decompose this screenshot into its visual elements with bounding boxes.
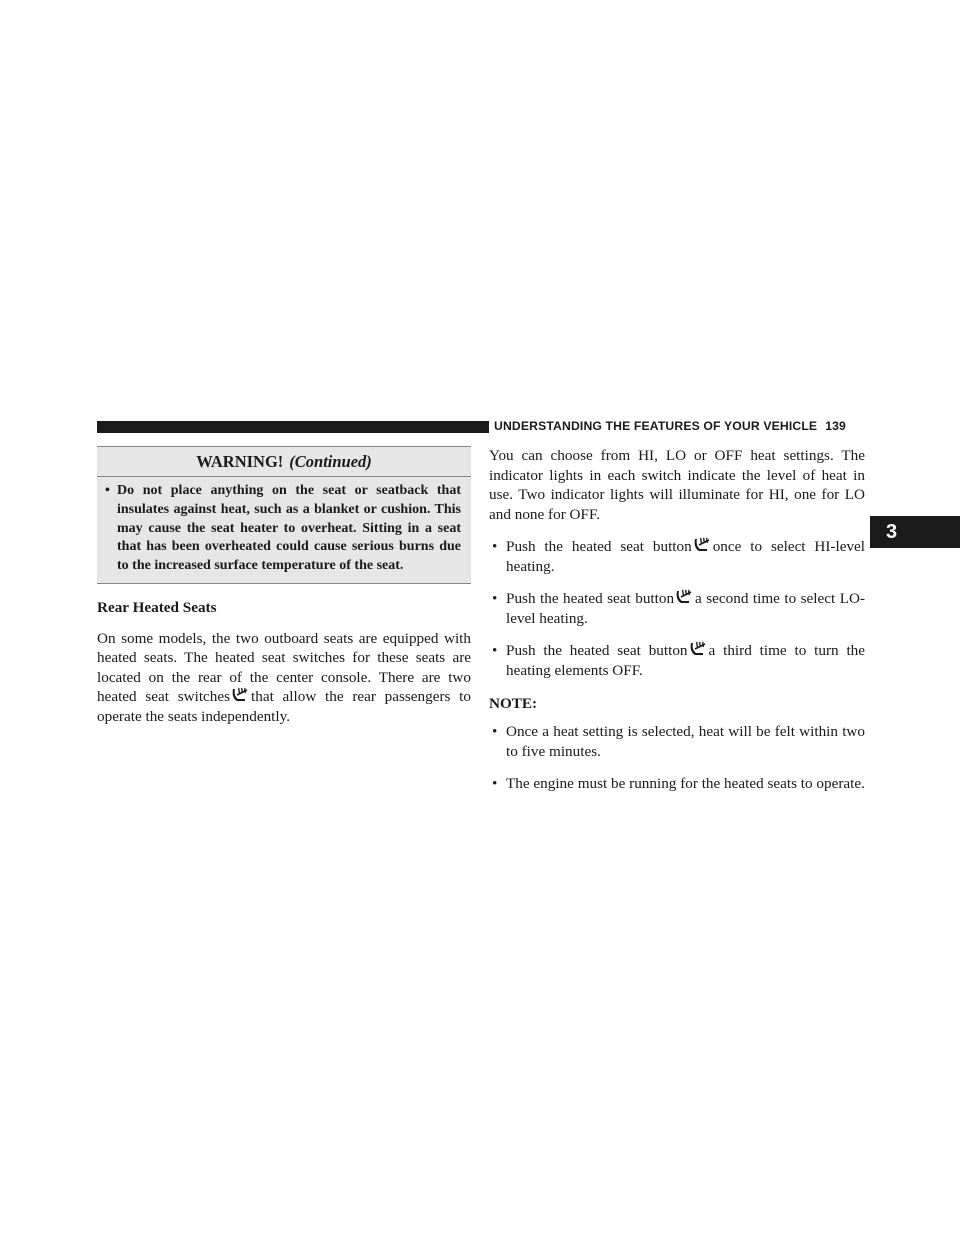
warning-bullet-item — [107, 482, 461, 576]
note-heading: NOTE: — [489, 695, 538, 712]
bullet-glyph: • — [492, 538, 498, 555]
bullet-glyph: • — [492, 723, 498, 740]
rear-heated-seats-heading: Rear Heated Seats — [97, 598, 217, 616]
warning-label: WARNING! — [196, 452, 284, 471]
warning-box — [97, 446, 471, 584]
heated-seat-icon — [690, 641, 707, 657]
list-item-text-start: Push the heated seat button — [506, 642, 688, 659]
rear-heated-seats-paragraph — [97, 629, 471, 727]
right-column — [489, 446, 865, 794]
note-text: Once a heat setting is selected, heat will be felt within two to five minutes. — [506, 723, 865, 760]
running-header — [494, 418, 865, 434]
section-title: UNDERSTANDING THE FEATURES OF YOUR VEHICLE — [494, 419, 818, 433]
list-item-text-end: once to select HI-level heating. — [506, 538, 866, 575]
warning-heading — [97, 447, 471, 477]
list-item-text-start: Push the heated seat button — [506, 590, 675, 607]
header-rule-bar — [97, 421, 489, 433]
list-item-text-end: a second time to select LO-level heating. — [506, 590, 865, 627]
list-item-text-end: a third time to turn the heating elements OFF. — [506, 642, 865, 679]
settings-intro-paragraph: You can choose from HI, LO or OFF heat settings. The indicator lights in each switch indicate the level of heat in use. Two indicator lights will illuminate for HI, one for LO and none for OFF. — [489, 447, 865, 523]
note-text: The engine must be running for the heated seats to operate. — [506, 775, 865, 792]
chapter-tab: 3 — [870, 516, 960, 548]
paragraph-text-start: On some models, the two outboard seats are equipped with heated seats. The heated seat switches for these seats are located on the rear of the center console. There are two heated seat switches — [97, 629, 471, 706]
left-column — [97, 446, 471, 726]
bullet-glyph: • — [492, 642, 498, 659]
heated-seat-icon — [694, 537, 711, 553]
list-item — [489, 589, 865, 628]
warning-continued: (Continued) — [289, 452, 372, 471]
list-item — [489, 641, 865, 680]
bullet-glyph: • — [105, 483, 110, 498]
list-item-text-start: Push the heated seat button — [506, 538, 692, 555]
list-item — [489, 537, 865, 576]
heated-seat-icon — [232, 687, 249, 703]
page-number: 139 — [825, 419, 846, 433]
paragraph-text-end: that allow the rear passengers to operate the seats independently. — [97, 688, 471, 725]
list-item — [489, 722, 865, 761]
heated-seat-icon — [676, 589, 693, 605]
bullet-glyph: • — [492, 590, 498, 607]
list-item — [489, 774, 865, 794]
bullet-glyph: • — [492, 775, 498, 792]
warning-text: Do not place anything on the seat or seatback that insulates against heat, such as a blanket or cushion. This may cause the seat heater to overheat. Sitting in a seat that has been overheated could cause serious burns due to the increased surface temperature of the seat. — [117, 483, 461, 574]
